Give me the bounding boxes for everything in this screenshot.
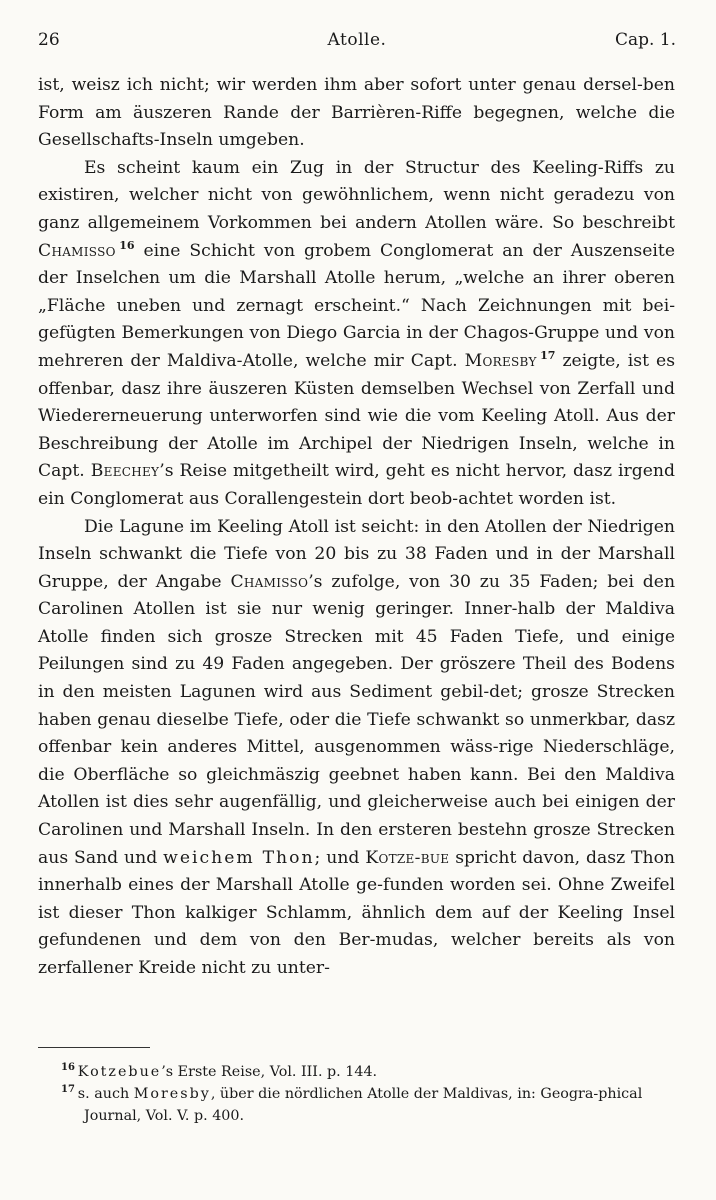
text-run: ; und: [314, 847, 366, 868]
paragraph-lagoon-depth: [38, 514, 675, 983]
footnote-ref-16: 16: [119, 238, 135, 252]
paragraph-keeling-structure: [38, 155, 675, 514]
footnote-text: , über die nördlichen Atolle der Maldivas, in: Geogra-phical Journal, Vol. V. p. 400.: [84, 1086, 643, 1124]
paragraph-continued: ist, weisz ich nicht; wir werden ihm aber sofort unter genau dersel-ben Form am äuszeren Rande der Barrièren-Riffe begegnen, welche die Gesellschafts-Inseln umgeben.: [38, 75, 675, 151]
footnote-divider: [38, 1047, 150, 1048]
text-run: spricht davon, dasz Thon innerhalb eines der Marshall Atolle ge-funden worden sei. Ohne Zweifel ist dieser Thon kalkiger Schlamm, ähnlich dem auf der Keeling Insel gefundenen und dem von den Ber-mudas, welcher bereits als von zerfallener Kreide nicht zu unter-: [38, 847, 676, 978]
author-chamisso: Chamisso: [38, 240, 116, 261]
footnote-text: s. auch: [77, 1086, 134, 1102]
footnotes: [38, 1061, 675, 1127]
text-run: ’s zufolge, von 30 zu 35 Faden; bei den Carolinen Atollen ist sie nur wenig geringer. Inner-halb der Maldiva Atolle finden sich grosze Strecken mit 45 Faden Tiefe, und einige Peilungen sind zu 49 Faden angegeben. Der gröszere Theil des Bodens in den meisten Lagunen wird aus Sediment gebil-det; grosze Strecken haben genau dieselbe Tiefe, oder die Tiefe schwankt so unmerkbar, dasz offenbar kein anderes Mittel, ausgenommen wäss-rige Niederschläge, die Oberfläche so gleichmäszig geebnet haben kann. Bei den Maldiva Atollen ist dies sehr augenfällig, und gleicherweise auch bei einigen der Carolinen und Marshall Inseln. In den ersteren bestehn grosze Strecken aus Sand und: [38, 571, 676, 868]
footnote-16: [38, 1061, 675, 1083]
page-number: 26: [38, 30, 60, 50]
footnote-17: [38, 1083, 675, 1127]
body-text: [38, 72, 675, 983]
text-run: zeigte, ist es offenbar, dasz ihre äuszeren Küsten demselben Wechsel von Zerfall und Wiedererneuerung unterworfen sind wie die vom Keeling Atoll. Aus der Beschreibung der Atolle im Archipel der Niedrigen Inseln, welche in Capt.: [38, 350, 676, 482]
running-header: [38, 30, 676, 54]
footnote-ref-17: 17: [540, 348, 556, 362]
author-chamisso: Chamisso: [230, 571, 309, 592]
footnote-author: Moresby: [133, 1086, 211, 1102]
running-title: Atolle.: [327, 30, 387, 50]
text-run: Die Lagune im Keeling Atoll ist seicht: in den Atollen der Niedrigen Inseln schwankt die Tiefe von 20 bis zu 38 Faden und in der Marshall Gruppe, der Angabe: [38, 516, 675, 592]
footnote-author: Kotzebue: [77, 1064, 162, 1080]
author-moresby: Moresby: [464, 350, 537, 371]
author-beechey: Beechey: [90, 461, 160, 482]
footnote-text: ’s Erste Reise, Vol. III. p. 144.: [161, 1064, 378, 1080]
text-run: ’s Reise mitgetheilt wird, geht es nicht hervor, dasz irgend ein Conglomerat aus Corallengestein dort beob-achtet worden ist.: [38, 461, 675, 509]
footnote-number: 17: [61, 1084, 75, 1095]
author-kotzebue: Kotze-bue: [365, 847, 450, 868]
emphasis-spaced: weichem Thon: [163, 847, 315, 868]
text-run: eine Schicht von grobem Conglomerat an der Auszenseite der Inselchen um die Marshall Atolle herum, „welche an ihrer oberen „Fläche uneben und zernagt erscheint.“ Nach Zeichnungen mit bei-gefügten Bemerkungen von Diego Garcia in der Chagos-Gruppe und von mehreren der Maldiva-Atolle, welche mir Capt.: [38, 240, 675, 371]
text-run: Es scheint kaum ein Zug in der Structur des Keeling-Riffs zu existiren, welcher nicht von gewöhnlichem, wenn nicht geradezu von ganz allgemeinem Vorkommen bei andern Atollen wäre. So beschreibt: [38, 157, 675, 233]
chapter-label: Cap. 1.: [614, 30, 676, 50]
footnote-number: 16: [61, 1062, 75, 1073]
